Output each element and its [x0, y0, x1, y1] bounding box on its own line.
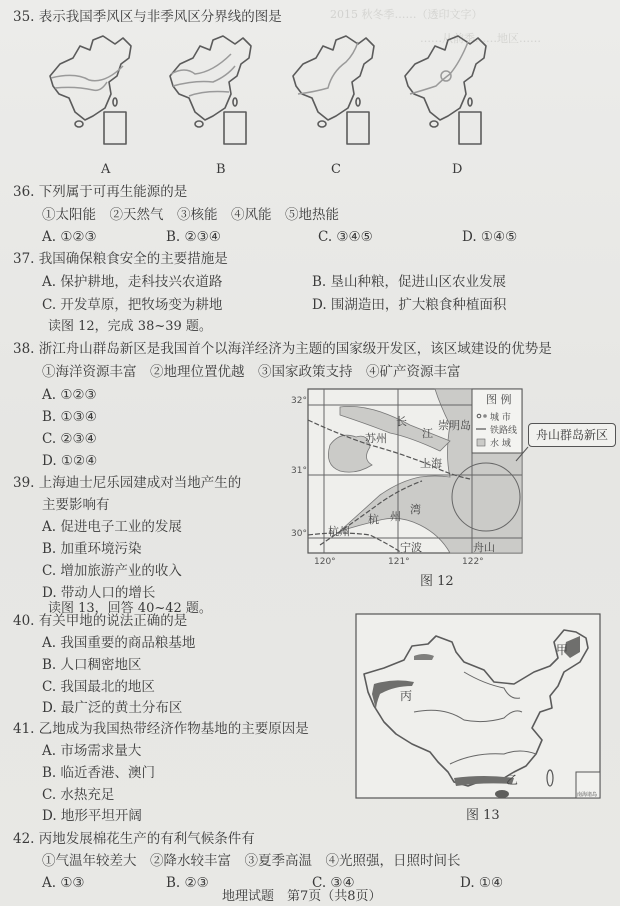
- question-stem: 浙江舟山群岛新区是我国首个以海洋经济为主题的国家级开发区，该区域建设的优势是: [38, 341, 552, 357]
- figure-12-map: [291, 385, 530, 567]
- map-option-c: [288, 36, 388, 151]
- map-option-a: [45, 36, 145, 151]
- option-b: B. ①③④: [42, 409, 97, 425]
- place-yi: 乙: [506, 773, 519, 787]
- question-number: 40.: [13, 613, 35, 629]
- option-a: A. ①②③: [42, 229, 97, 245]
- place-hang: 杭: [368, 513, 379, 526]
- place-bing: 丙: [400, 689, 413, 703]
- lon-tick: 120°: [314, 557, 336, 567]
- legend-title: 图 例: [486, 393, 512, 406]
- question-stem: 下列属于可再生能源的是: [38, 184, 188, 200]
- question-stem: 乙地成为我国热带经济作物基地的主要原因是: [38, 721, 309, 737]
- question-40: [13, 612, 187, 630]
- question-stem: 表示我国季风区与非季风区分界线的图是: [38, 9, 282, 25]
- map-option-b: [165, 36, 265, 151]
- question-35: [13, 8, 282, 26]
- question-38: [13, 340, 552, 358]
- option-d: D. 地形平坦开阔: [42, 808, 142, 824]
- option-label-b: B: [216, 162, 226, 177]
- lon-tick: 121°: [388, 557, 410, 567]
- option-d: D. ①②④: [42, 453, 98, 469]
- option-c: C. 开发草原，把牧场变为耕地: [42, 297, 223, 313]
- instruction-fig12: 读图 12，完成 38~39 题。: [48, 319, 212, 334]
- option-d: D. 带动人口的增长: [42, 585, 156, 601]
- lat-tick: 30°: [291, 529, 307, 539]
- question-stem: 上海迪士尼乐园建成对当地产生的: [38, 475, 242, 491]
- question-stem: 有关甲地的说法正确的是: [38, 613, 188, 629]
- question-stem-cont: 主要影响有: [42, 497, 110, 513]
- option-c: C. ③④⑤: [318, 229, 373, 245]
- option-a: A. ①②③: [42, 387, 97, 403]
- instruction-fig13: 读图 13，回答 40~42 题。: [48, 601, 212, 616]
- option-d: D. ①④: [460, 875, 504, 891]
- option-b: B. ②③: [166, 875, 209, 891]
- lat-tick: 32°: [291, 396, 307, 406]
- question-number: 42.: [13, 831, 35, 847]
- figure-12-caption: 图 12: [420, 574, 454, 589]
- question-number: 36.: [13, 184, 35, 200]
- question-number: 41.: [13, 721, 35, 737]
- inset-label: 南海诸岛: [577, 792, 598, 798]
- place-zhou: 州: [390, 510, 401, 523]
- option-d: D. 围湖造田，扩大粮食种植面积: [312, 297, 507, 313]
- option-c: C. ③④: [312, 875, 355, 891]
- option-b: B. 加重环境污染: [42, 541, 142, 557]
- question-number: 35.: [13, 9, 35, 25]
- page-footer: 地理试题 第7页（共8页）: [222, 889, 382, 904]
- question-42: [13, 830, 255, 848]
- place-ningbo: 宁波: [400, 541, 422, 554]
- place-jiang: 江: [422, 427, 433, 440]
- option-b: B. 垦山种粮，促进山区农业发展: [312, 274, 507, 290]
- option-label-d: D: [452, 162, 463, 177]
- place-suzhou: 苏州: [365, 432, 387, 445]
- question-36: [13, 183, 187, 201]
- place-hangzhou: 杭州: [328, 525, 350, 538]
- question-number: 37.: [13, 251, 35, 267]
- place-shanghai: 上海: [420, 457, 442, 470]
- bleed-through-text: 2015 秋冬季……（透印文字）: [330, 8, 483, 21]
- option-b: B. 临近香港、澳门: [42, 765, 156, 781]
- option-c: C. 水热充足: [42, 787, 115, 803]
- option-c: C. ②③④: [42, 431, 97, 447]
- legend-railway: 铁路线: [490, 426, 518, 436]
- question-37: [13, 250, 228, 268]
- question-stem: 我国确保粮食安全的主要措施是: [38, 251, 228, 267]
- legend-water: 水 域: [490, 439, 511, 449]
- option-d: D. ①④⑤: [462, 229, 518, 245]
- option-a: A. 市场需求量大: [42, 743, 142, 759]
- question-41: [13, 720, 309, 738]
- place-chang: 长: [396, 415, 407, 428]
- question-number: 38.: [13, 341, 35, 357]
- map-option-d: [400, 36, 500, 151]
- question-39: [13, 474, 241, 492]
- place-jia: 甲: [556, 643, 569, 657]
- option-d: D. 最广泛的黄土分布区: [42, 700, 183, 716]
- figure-13-caption: 图 13: [466, 808, 500, 823]
- option-c: C. 增加旅游产业的收入: [42, 563, 182, 579]
- lat-tick: 31°: [291, 466, 307, 476]
- place-wan: 湾: [410, 503, 421, 516]
- option-a: A. 促进电子工业的发展: [42, 519, 182, 535]
- question-items: ①气温年较差大 ②降水较丰富 ③夏季高温 ④光照强，日照时间长: [42, 853, 461, 869]
- option-label-c: C: [331, 162, 341, 177]
- option-c: C. 我国最北的地区: [42, 679, 155, 695]
- question-items: ①太阳能 ②天然气 ③核能 ④风能 ⑤地热能: [42, 207, 339, 223]
- place-zhoushan: 舟山: [473, 541, 495, 554]
- figure-13-map: [354, 612, 602, 800]
- option-b: B. ②③④: [166, 229, 221, 245]
- legend-city: 城 市: [490, 413, 511, 423]
- option-a: A. 保护耕地，走科技兴农道路: [42, 274, 223, 290]
- question-items: ①海洋资源丰富 ②地理位置优越 ③国家政策支持 ④矿产资源丰富: [42, 364, 461, 380]
- option-a: A. 我国重要的商品粮基地: [42, 635, 196, 651]
- question-stem: 丙地发展棉花生产的有利气候条件有: [38, 831, 255, 847]
- option-label-a: A: [101, 162, 111, 177]
- option-b: B. 人口稠密地区: [42, 657, 142, 673]
- question-number: 39.: [13, 475, 35, 491]
- option-a: A. ①③: [42, 875, 85, 891]
- bleed-through-text: ……从前季……地区……: [420, 32, 541, 45]
- lon-tick: 122°: [462, 557, 484, 567]
- zhoushan-callout: 舟山群岛新区: [528, 423, 616, 447]
- place-chongming: 崇明岛: [438, 419, 471, 432]
